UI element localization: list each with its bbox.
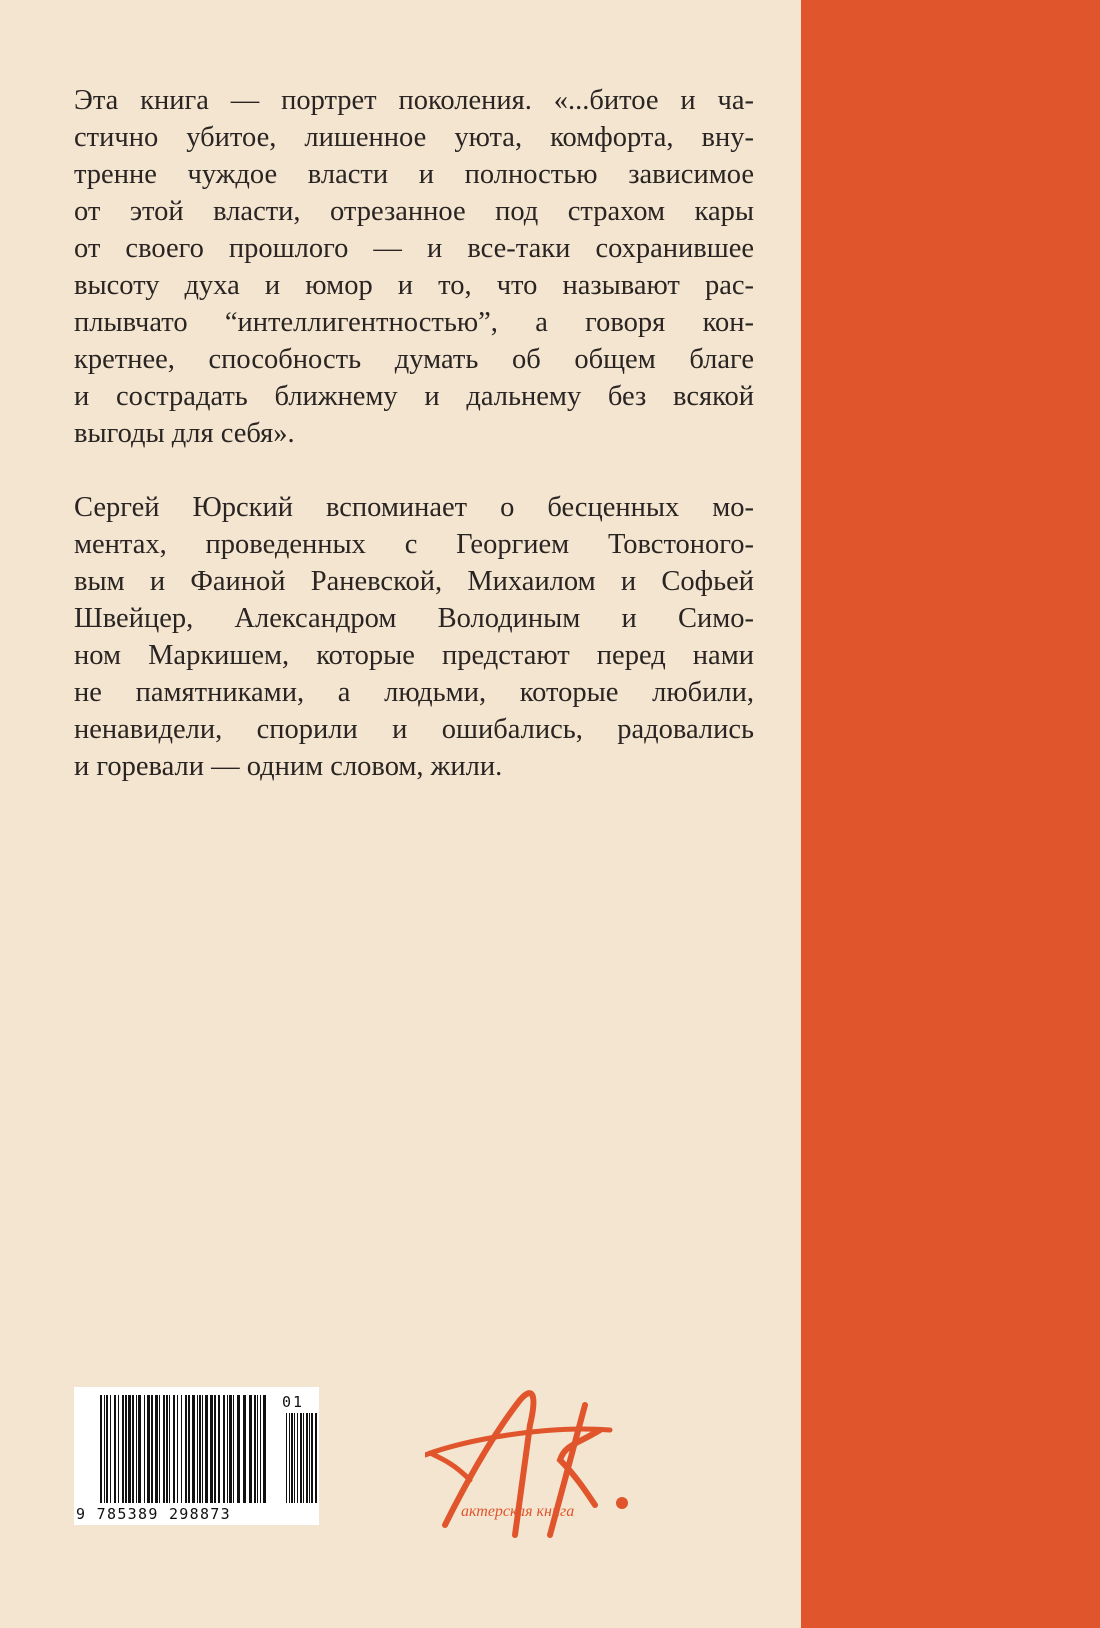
barcode-bar xyxy=(144,1395,145,1503)
text-line: и горевали — одним словом, жили. xyxy=(74,751,503,782)
blurb-text xyxy=(74,82,754,822)
barcode-bar xyxy=(229,1395,232,1503)
text-line: не памятниками, а людьми, которые любили, xyxy=(74,677,754,708)
barcode-addon: 01 xyxy=(282,1393,305,1411)
barcode-addon-bar xyxy=(311,1413,313,1503)
orange-spine-band xyxy=(801,0,1100,1628)
barcode-bar xyxy=(263,1395,266,1503)
barcode-bar xyxy=(132,1395,134,1503)
text-line: и сострадать ближнему и дальнему без всякой xyxy=(74,381,754,412)
text-line: ментах, проведенных с Георгием Товстоного- xyxy=(74,529,754,560)
text-line: ном Маркишем, которые предстают перед нами xyxy=(74,640,754,671)
barcode-bar xyxy=(181,1395,182,1503)
barcode-bar xyxy=(151,1395,153,1503)
barcode-bar xyxy=(138,1395,141,1503)
barcode-bar xyxy=(188,1395,190,1503)
barcode-bar xyxy=(147,1395,150,1503)
barcode-bar xyxy=(110,1395,111,1503)
barcode-addon-bar xyxy=(303,1413,304,1503)
barcode-bar xyxy=(254,1395,256,1503)
text-line: кретнее, способность думать об общем благе xyxy=(74,344,754,375)
barcode-bar xyxy=(177,1395,178,1503)
barcode-addon-bar xyxy=(291,1413,293,1503)
text-line: плывчато “интеллигентностью”, а говоря кон- xyxy=(74,307,754,338)
barcode-addon-bar xyxy=(286,1413,287,1503)
isbn-number: 9 785389 298873 xyxy=(76,1505,231,1523)
blurb-paragraph xyxy=(74,82,754,452)
text-line: стично убитое, лишенное уюта, комфорта, вну- xyxy=(74,122,754,153)
barcode-bar xyxy=(125,1395,127,1503)
barcode-addon-bar xyxy=(315,1413,317,1503)
text-line: ненавидели, спорили и ошибались, радовались xyxy=(74,714,754,745)
text-line: от своего прошлого — и все-таки сохранившее xyxy=(74,233,754,264)
barcode-bar xyxy=(173,1395,175,1503)
text-line: Швейцер, Александром Володиным и Симо- xyxy=(74,603,754,634)
barcode-bar xyxy=(197,1395,198,1503)
barcode-bar xyxy=(104,1395,105,1503)
text-line: от этой власти, отрезанное под страхом кары xyxy=(74,196,754,227)
barcode-bar xyxy=(218,1395,220,1503)
barcode-bar xyxy=(100,1395,102,1503)
barcode-bar xyxy=(185,1395,187,1503)
barcode-addon-bar xyxy=(297,1413,298,1503)
barcode-bar xyxy=(249,1395,252,1503)
barcode-addon-bar xyxy=(309,1413,310,1503)
barcode-bar xyxy=(223,1395,225,1503)
publisher-name: актерская книга xyxy=(461,1503,575,1520)
barcode-bar xyxy=(192,1395,195,1503)
barcode-bar xyxy=(243,1395,246,1503)
text-line: высоту духа и юмор и то, что называют рас- xyxy=(74,270,754,301)
barcode-bar xyxy=(227,1395,228,1503)
barcode-bar xyxy=(169,1395,170,1503)
barcode-bar xyxy=(136,1395,137,1503)
barcode-bar xyxy=(214,1395,216,1503)
barcode-bar xyxy=(114,1395,116,1503)
barcode-addon-bar xyxy=(294,1413,295,1503)
barcode-bar xyxy=(159,1395,160,1503)
barcode-bar xyxy=(202,1395,203,1503)
barcode-bar xyxy=(257,1395,258,1503)
barcode-bar xyxy=(155,1395,158,1503)
publisher-logo xyxy=(425,1385,655,1545)
isbn-barcode xyxy=(74,1387,319,1525)
barcode-bar xyxy=(106,1395,108,1503)
barcode-bar xyxy=(233,1395,234,1503)
barcode-bar xyxy=(205,1395,208,1503)
barcode-bar xyxy=(210,1395,213,1503)
barcode-bar xyxy=(260,1395,261,1503)
blurb-paragraph xyxy=(74,489,754,785)
text-line: Эта книга — портрет поколения. «...битое и ча- xyxy=(74,85,754,116)
text-line: Сергей Юрский вспоминает о бесценных мо- xyxy=(74,492,754,523)
text-line: вым и Фаиной Раневской, Михаилом и Софьей xyxy=(74,566,754,597)
barcode-bar xyxy=(166,1395,168,1503)
barcode-bar xyxy=(237,1395,240,1503)
barcode-addon-bar xyxy=(306,1413,308,1503)
text-line: выгоды для себя». xyxy=(74,418,295,449)
barcode-bar xyxy=(118,1395,119,1503)
barcode-addon-bar xyxy=(300,1413,302,1503)
barcode-bar xyxy=(122,1395,124,1503)
barcode-bar xyxy=(163,1395,165,1503)
barcode-addon-bar xyxy=(289,1413,290,1503)
barcode-bar xyxy=(128,1395,131,1503)
barcode-bar xyxy=(199,1395,201,1503)
text-line: тренне чуждое власти и полностью зависимое xyxy=(74,159,754,190)
